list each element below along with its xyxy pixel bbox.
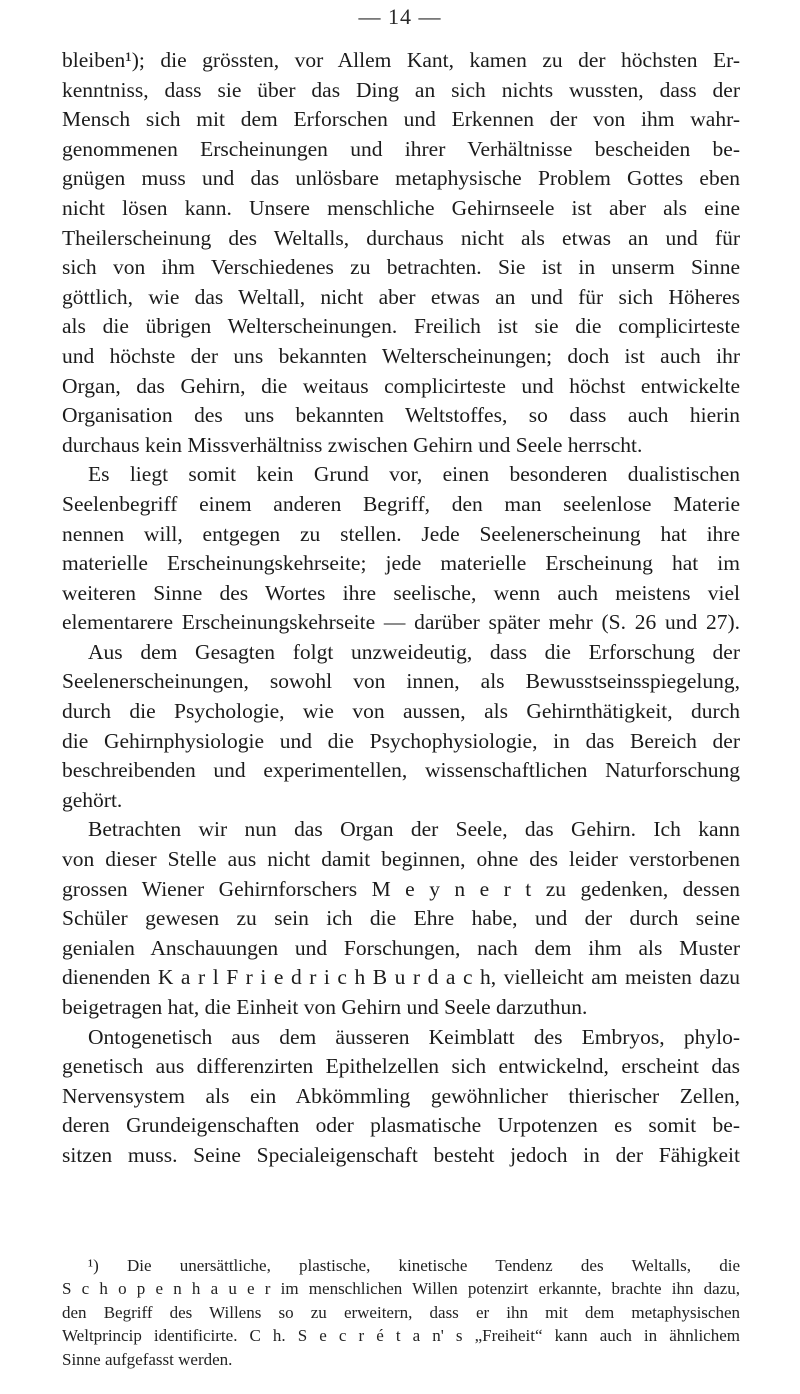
text-line: deren Grundeigenschaften oder plasmatische Urpotenzen es somit be- [62, 1113, 740, 1138]
text-line: Organ, das Gehirn, die weitaus complicirteste und höchst entwickelte [62, 373, 740, 398]
text-line: Nervensystem als ein Abkömmling gewöhnlicher thierischer Zellen, [62, 1083, 740, 1108]
text-line: weiteren Sinne des Wortes ihre seelische, wenn auch meistens viel [62, 580, 740, 605]
text-line: nennen will, entgegen zu stellen. Jede Seelenerscheinung hat ihre [62, 521, 740, 546]
text-line: genetisch aus differenzirten Epithelzellen sich entwickelnd, erscheint das [62, 1054, 740, 1079]
text-line: beschreibenden und experimentellen, wissenschaftlichen Naturforschung [62, 758, 740, 783]
text-line: sitzen muss. Seine Specialeigenschaft besteht jedoch in der Fähigkeit [62, 1142, 740, 1167]
text-line: gehört. [62, 787, 123, 812]
footnote-line: ¹) Die unersättliche, plastische, kinetische Tendenz des Weltalls, die [88, 1256, 740, 1275]
footnote [62, 1254, 740, 1371]
text-line: Aus dem Gesagten folgt unzweideutig, dass die Erforschung der [88, 639, 740, 664]
text-line: beigetragen hat, die Einheit von Gehirn und Seele darzuthun. [62, 995, 588, 1019]
text-line: durch die Psychologie, wie von aussen, als Gehirnthätigkeit, durch [62, 699, 740, 724]
text-line: genialen Anschauungen und Forschungen, nach dem ihm als Muster [62, 935, 740, 960]
text-line: die Gehirnphysiologie und die Psychophysiologie, in das Bereich der [62, 728, 740, 753]
text-line: nicht lösen kann. Unsere menschliche Gehirnseele ist aber als eine [62, 195, 740, 220]
text-line: Organisation des uns bekannten Weltstoffes, so dass auch hierin [62, 403, 740, 428]
text-line: bleiben¹); die grössten, vor Allem Kant, kamen zu der höchsten Er- [62, 48, 740, 72]
text-line: gnügen muss und das unlösbare metaphysische Problem Gottes eben [62, 166, 740, 191]
text-line: göttlich, wie das Weltall, nicht aber etwas an und für sich Höheres [62, 284, 740, 309]
footnote-line: Sinne aufgefasst werden. [62, 1349, 233, 1369]
footnote-line: Weltprincip identificirte. C h. S e c r é t a n' s „Freiheit“ kann auch in ähnlichem [62, 1326, 740, 1346]
text-line: durchaus kein Missverhältniss zwischen Gehirn und Seele herrscht. [62, 432, 643, 457]
text-line: Theilerscheinung des Weltalls, durchaus nicht als etwas an und für [62, 225, 740, 250]
text-line: elementarere Erscheinungskehrseite — darüber später mehr (S. 26 und 27). [62, 610, 740, 635]
text-line: genommenen Erscheinungen und ihrer Verhältnisse bescheiden be- [62, 136, 740, 161]
text-line: Ontogenetisch aus dem äusseren Keimblatt des Embryos, phylo- [88, 1024, 740, 1049]
text-line: Seelenbegriff einem anderen Begriff, den man seelenlose Materie [62, 491, 740, 516]
text-line: sich von ihm Verschiedenes zu betrachten. Sie ist in unserm Sinne [62, 255, 740, 280]
page-number: — 14 — [358, 4, 442, 29]
text-line: Mensch sich mit dem Erforschen und Erkennen der von ihm wahr- [62, 107, 740, 132]
text-line: Schüler gewesen zu sein ich die Ehre habe, und der durch seine [62, 906, 740, 931]
footnote-line: S c h o p e n h a u e r im menschlichen Willen potenzirt erkannte, brachte ihn dazu, [62, 1279, 740, 1299]
text-line: Seelenerscheinungen, sowohl von innen, als Bewusstseinsspiegelung, [62, 669, 740, 694]
text-line: Es liegt somit kein Grund vor, einen besonderen dualistischen [88, 462, 740, 487]
text-line: grossen Wiener Gehirnforschers M e y n e r t zu gedenken, dessen [62, 876, 740, 901]
text-line: kenntniss, dass sie über das Ding an sich nichts wussten, dass der [62, 77, 740, 102]
text-line: als die übrigen Welterscheinungen. Freilich ist sie die complicirteste [62, 314, 740, 339]
text-line: Betrachten wir nun das Organ der Seele, das Gehirn. Ich kann [88, 817, 740, 842]
text-line: von dieser Stelle aus nicht damit beginnen, ohne des leider verstorbenen [62, 847, 740, 872]
text-line: und höchste der uns bekannten Welterscheinungen; doch ist auch ihr [62, 343, 740, 368]
text-line: dienenden K a r l F r i e d r i c h B u r d a c h, vielleicht am meisten dazu [62, 965, 740, 990]
footnote-line: den Begriff des Willens so zu erweitern, dass er ihn mit dem metaphysischen [62, 1302, 740, 1322]
text-line: materielle Erscheinungskehrseite; jede materielle Erscheinung hat im [62, 551, 740, 576]
body-text [62, 46, 740, 1171]
